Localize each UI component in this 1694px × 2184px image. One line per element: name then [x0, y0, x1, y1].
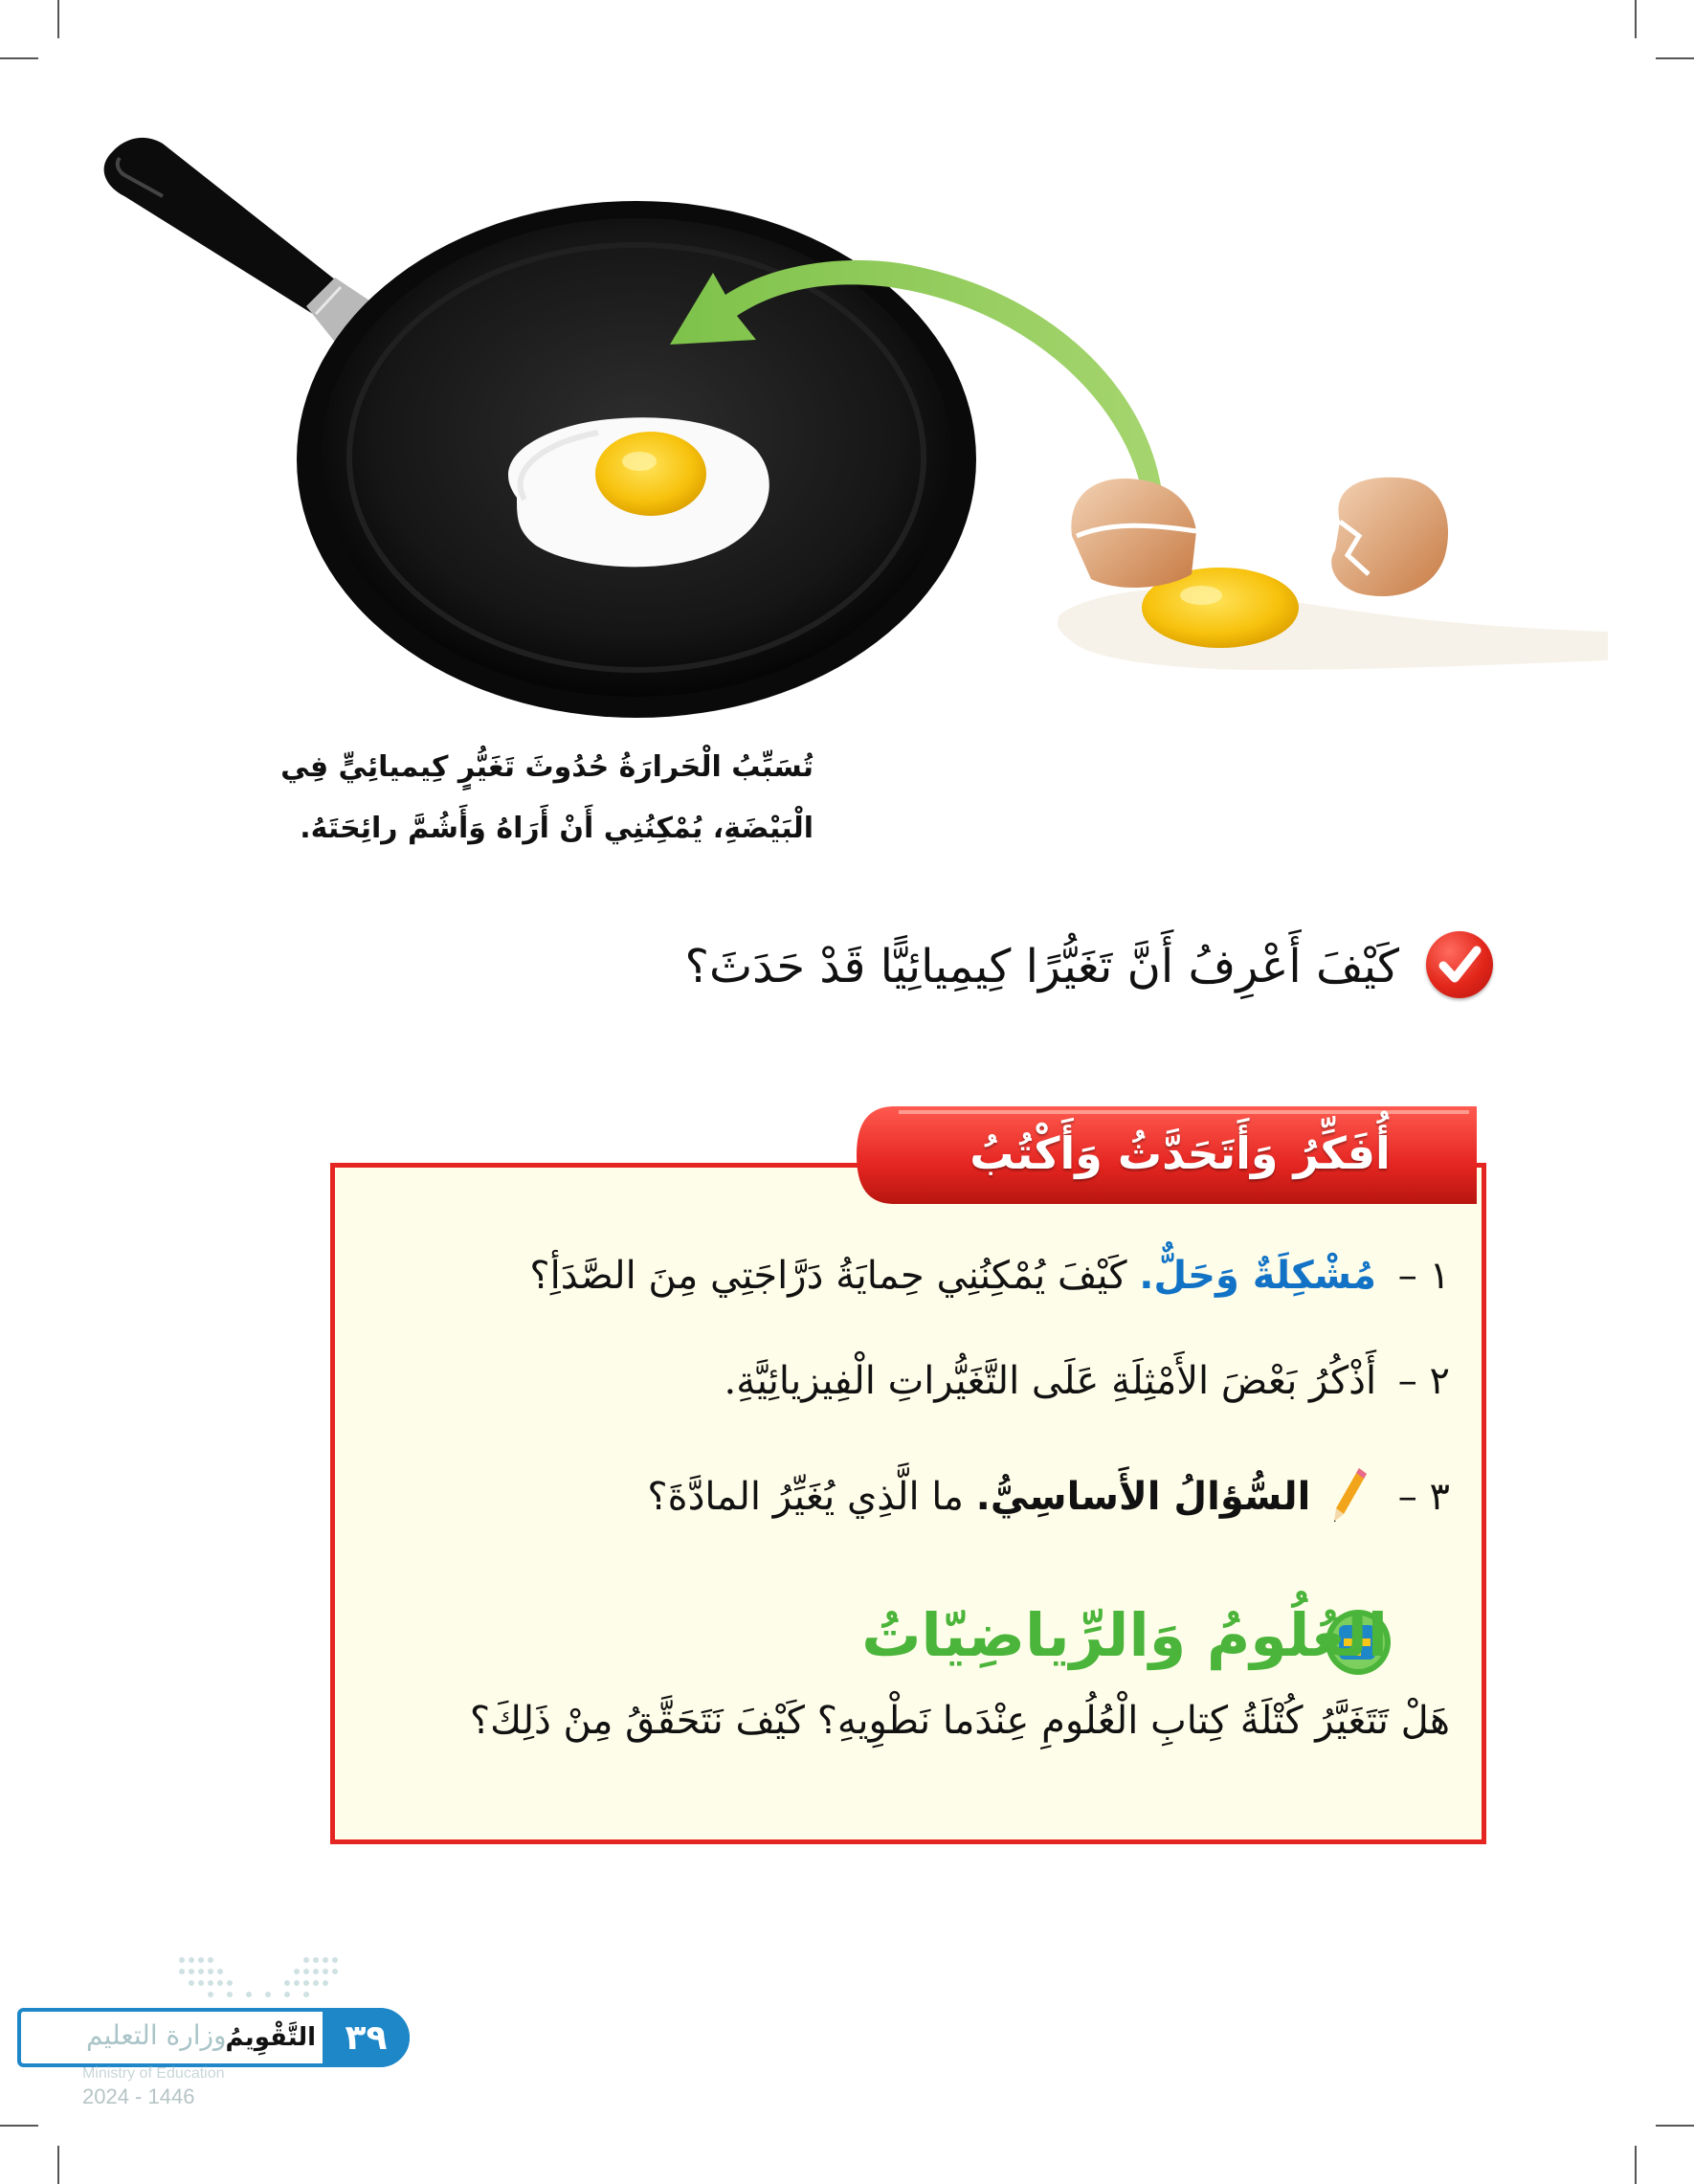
caption-line-2: الْبَيْضَةِ، يُمْكِنُنِي أَنْ أَرَاهُ وَأَشُمَّ رائِحَتَهُ. [300, 812, 814, 845]
question-3 [647, 1466, 1450, 1533]
question-2 [724, 1359, 1450, 1403]
ministry-name-ar: وزارة التعليم [86, 2019, 227, 2051]
crop-mark [1635, 2146, 1637, 2184]
essential-question-label: السُّؤالُ الأَساسِيُّ. [975, 1475, 1311, 1519]
ministry-logo-dots [172, 1952, 345, 2000]
question-number: ٣ – [1397, 1475, 1450, 1519]
checkmark-icon [1426, 931, 1493, 998]
review-title-tab [857, 1099, 1484, 1207]
question-1 [529, 1254, 1450, 1298]
question-number: ١ – [1397, 1254, 1450, 1298]
page-number: ٣٩ [323, 2008, 410, 2067]
crop-mark [1656, 2125, 1694, 2127]
crop-mark [0, 2125, 38, 2127]
problem-solution-label: مُشْكِلَةٌ وَحَلٌّ. [1139, 1254, 1377, 1298]
frying-pan-egg-illustration [0, 0, 1694, 727]
crop-mark [57, 2146, 59, 2184]
edition-year: 2024 - 1446 [82, 2084, 195, 2108]
ministry-name-en: Ministry of Education [82, 2065, 225, 2082]
science-math-title: العُلُومُ وَالرِّياضِيّاتُ [861, 1600, 1388, 1670]
check-question: كَيْفَ أَعْرِفُ أَنَّ تَغَيُّرًا كِيمِيائِيًّا قَدْ حَدَثَ؟ [684, 940, 1399, 993]
question-text: أَذْكُرُ بَعْضَ الأَمْثِلَةِ عَلَى التَّغَيُّراتِ الْفِيزيائِيَّةِ. [724, 1359, 1377, 1403]
section-label: التَّقْوِيمُ [225, 2023, 316, 2052]
question-text: ما الَّذِي يُغَيِّرُ المادَّةَ؟ [647, 1475, 964, 1519]
review-title: أُفَكِّرُ وَأَتَحَدَّثُ وَأَكْتُبُ [970, 1126, 1391, 1179]
pencil-icon [1330, 1466, 1369, 1533]
question-number: ٢ – [1397, 1359, 1450, 1403]
science-math-question: هَلْ تَتَغَيَّرُ كُتْلَةُ كِتابِ الْعُلُومِ عِنْدَما نَطْوِيهِ؟ كَيْفَ نَتَحَقَّقُ مِنْ ذَلِكَ؟ [469, 1699, 1450, 1743]
quick-check [684, 924, 1493, 1010]
question-text: كَيْفَ يُمْكِنُنِي حِمايَةُ دَرَّاجَتِي مِنَ الصَّدَأِ؟ [529, 1254, 1127, 1298]
image-caption [258, 737, 814, 859]
caption-line-1: تُسَبِّبُ الْحَرارَةُ حُدُوثَ تَغَيُّرٍ كِيميائِيٍّ فِي [280, 750, 814, 784]
